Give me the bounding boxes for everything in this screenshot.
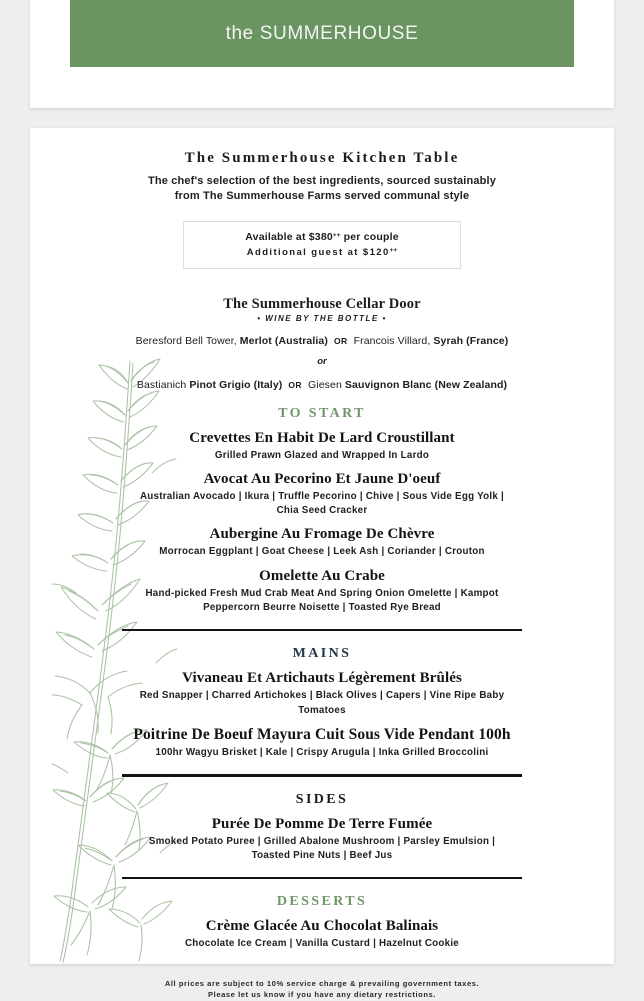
kitchen-table-title: The Summerhouse Kitchen Table bbox=[184, 150, 460, 166]
dish-item bbox=[30, 568, 614, 615]
kitchen-table-heading bbox=[30, 150, 614, 204]
section-divider bbox=[122, 629, 522, 632]
dish-description: Red Snapper | Charred Artichokes | Black Olives | Capers | Vine Ripe Baby Tomatoes bbox=[139, 690, 505, 716]
dish-item bbox=[30, 918, 614, 951]
dish-description: Hand-picked Fresh Mud Crab Meat And Spring Onion Omelette | Kampot Peppercorn Beurre Noisette | Toasted Rye Bread bbox=[145, 587, 499, 613]
dish-item bbox=[30, 670, 614, 717]
wine-4-varietal: Sauvignon Blanc (New Zealand) bbox=[344, 378, 508, 391]
menu-section-mains bbox=[30, 646, 614, 760]
wine-row-red bbox=[30, 335, 614, 347]
wine-2-varietal: Syrah (France) bbox=[433, 334, 509, 347]
price-per-couple-prefix: Available at $380 bbox=[245, 230, 333, 243]
price-additional-guest-prefix: Additional guest at $120 bbox=[246, 246, 390, 258]
footnote-line-dietary: Please let us know if you have any dietary restrictions. bbox=[208, 990, 436, 1000]
menu-section-desserts bbox=[30, 894, 614, 951]
restaurant-name: the SUMMERHOUSE bbox=[225, 22, 419, 44]
footnote-line-service-charge: All prices are subject to 10% service charge & prevailing government taxes. bbox=[164, 978, 480, 988]
dish-name: Omelette Au Crabe bbox=[259, 567, 385, 584]
wine-2-producer: Francois Villard, bbox=[353, 334, 434, 347]
dish-name: Avocat Au Pecorino Et Jaune D'oeuf bbox=[203, 470, 441, 487]
restaurant-banner bbox=[70, 0, 574, 67]
price-per-couple-surcharge: ++ bbox=[332, 231, 341, 239]
dish-description: Morrocan Eggplant | Goat Cheese | Leek Ash | Coriander | Crouton bbox=[159, 546, 485, 558]
section-heading-sides: SIDES bbox=[295, 791, 349, 807]
wine-1-varietal: Merlot (Australia) bbox=[239, 334, 328, 347]
banner-card bbox=[30, 0, 614, 108]
wine-rows-or-divider: or bbox=[317, 355, 327, 367]
menu-section-sides bbox=[30, 792, 614, 863]
price-per-couple-suffix: per couple bbox=[340, 230, 399, 243]
cellar-door-title: The Summerhouse Cellar Door bbox=[223, 295, 421, 312]
dish-name: Aubergine Au Fromage De Chèvre bbox=[209, 526, 435, 543]
menu-card bbox=[30, 128, 614, 1000]
wine-row-red-separator: OR bbox=[333, 335, 348, 346]
wine-row-white-separator: OR bbox=[288, 379, 302, 390]
dish-name: Crevettes En Habit De Lard Croustillant bbox=[189, 429, 455, 446]
price-additional-guest bbox=[184, 247, 460, 258]
section-heading-desserts: DESSERTS bbox=[276, 894, 368, 910]
dish-description: Australian Avocado | Ikura | Truffle Pecorino | Chive | Sous Vide Egg Yolk | Chia Seed Cracker bbox=[139, 490, 505, 517]
section-heading-to-start: TO START bbox=[278, 405, 366, 421]
dish-description: 100hr Wagyu Brisket | Kale | Crispy Arugula | Inka Grilled Broccolini bbox=[155, 746, 489, 758]
price-additional-guest-surcharge: ++ bbox=[389, 246, 398, 254]
dish-name: Crème Glacée Au Chocolat Balinais bbox=[205, 918, 439, 935]
kitchen-table-subtitle-line2: from The Summerhouse Farms served communal style bbox=[174, 189, 470, 202]
dish-item bbox=[30, 430, 614, 463]
cellar-door-section bbox=[30, 296, 614, 391]
menu-footnote bbox=[30, 978, 614, 1001]
dish-description: Grilled Prawn Glazed and Wrapped In Lardo bbox=[214, 449, 430, 461]
cellar-door-tagline: • WINE BY THE BOTTLE • bbox=[257, 313, 387, 323]
wine-3-producer: Bastianich bbox=[136, 378, 190, 391]
section-divider bbox=[122, 774, 522, 777]
wine-4-producer: Giesen bbox=[308, 378, 345, 391]
dish-item bbox=[30, 471, 614, 518]
price-per-couple bbox=[184, 231, 460, 243]
dish-item bbox=[30, 526, 614, 559]
dish-name: Purée De Pomme De Terre Fumée bbox=[211, 815, 433, 832]
dish-item bbox=[30, 816, 614, 863]
wine-3-varietal: Pinot Grigio (Italy) bbox=[189, 378, 283, 391]
dish-item bbox=[30, 726, 614, 760]
dish-name: Vivaneau Et Artichauts Légèrement Brûlés bbox=[182, 670, 462, 687]
menu-section-to-start bbox=[30, 406, 614, 615]
dish-description: Chocolate Ice Cream | Vanilla Custard | Hazelnut Cookie bbox=[184, 938, 460, 950]
section-heading-mains: MAINS bbox=[292, 646, 352, 662]
price-box bbox=[183, 221, 461, 269]
section-divider bbox=[122, 877, 522, 880]
dish-description: Smoked Potato Puree | Grilled Abalone Mushroom | Parsley Emulsion | Toasted Pine Nuts | Beef Jus bbox=[148, 835, 496, 861]
wine-row-white bbox=[30, 379, 614, 391]
dish-name: Poitrine De Boeuf Mayura Cuit Sous Vide Pendant 100h bbox=[133, 725, 511, 743]
kitchen-table-subtitle bbox=[122, 174, 522, 204]
kitchen-table-subtitle-line1: The chef's selection of the best ingredients, sourced sustainably bbox=[148, 175, 496, 187]
wine-1-producer: Beresford Bell Tower, bbox=[135, 334, 240, 347]
